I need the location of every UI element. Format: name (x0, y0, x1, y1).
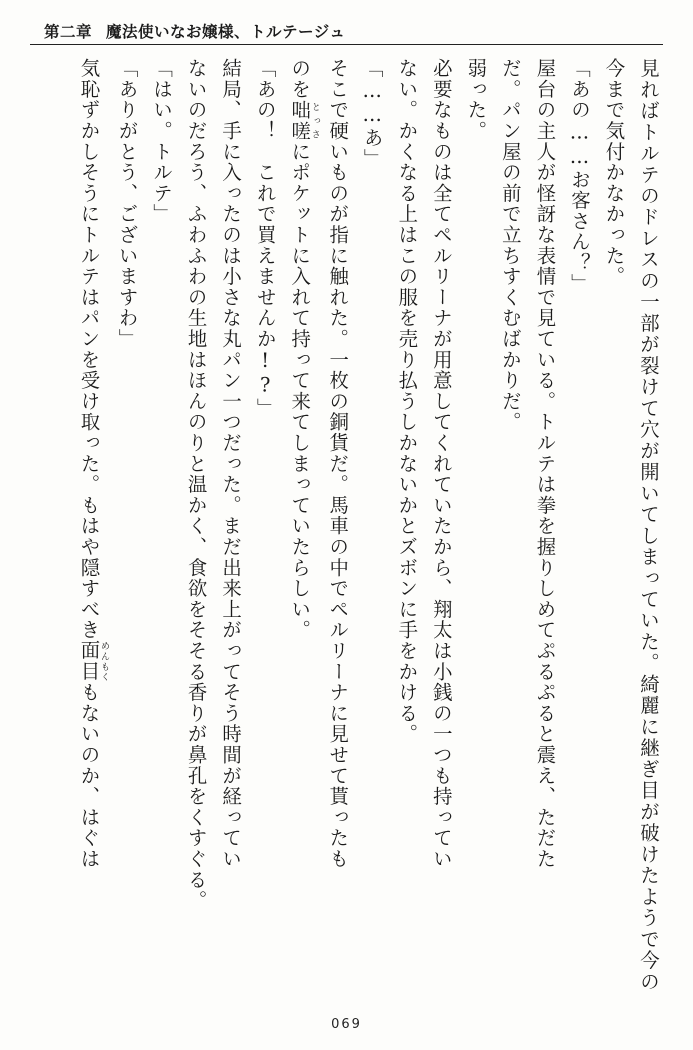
running-head (44, 16, 649, 46)
ruby-annotation: 面目めんもく (77, 640, 109, 683)
paragraph: 「……あ」 (360, 58, 384, 170)
paragraph: 見ればトルテのドレスの一部が裂けて穴が開いてしまっていた。綺麗に継ぎ目が破けたようで今の今まで気付かなかった。 (602, 58, 660, 992)
ruby-annotation: 咄嗟とっさ (288, 99, 320, 142)
paragraph: だ。パン屋の前で立ちすくむばかりだ。 (498, 58, 522, 433)
page-number: 069 (331, 1017, 362, 1032)
paragraph: ない。かくなる上はこの服を売り払うしかないかとズボンに手をかける。 (395, 58, 419, 745)
paragraph: 必要なものは全てペルリーナが用意してくれていたから、翔太は小銭の一つも持ってい (429, 58, 453, 870)
header-divider (30, 44, 663, 45)
paragraph: ないのだろう、ふわふわの生地はほんのりと温かく、食欲をそそる香りが鼻孔をくすぐる。 (184, 58, 208, 911)
paragraph: 「あの！ これで買えませんか!?」 (253, 58, 277, 419)
paragraph-with-ruby (282, 58, 320, 992)
ruby-reading: とっさ (309, 99, 320, 142)
paragraph: そこで硬いものが指に触れた。一枚の銅貨だ。馬車の中でペルリーナに見せて貰ったも (326, 58, 350, 870)
paragraph-with-ruby-2 (71, 58, 109, 992)
paragraph: 「あの……お客さん？」 (567, 58, 591, 294)
ruby-reading: めんもく (99, 640, 109, 682)
chapter-title: 魔法使いなお嬢様、トルテージュ (106, 22, 346, 41)
body-text-area (28, 58, 665, 992)
paragraph: 結局、手に入ったのは小さな丸パン一つだった。まだ出来上がってそう時間が経ってい (219, 58, 243, 870)
ruby-line-part-2: 気恥ずかしそうにトルテはパンを受け取った。もはや隠すべき面目めんもくもないのか、はぐは (77, 58, 109, 870)
chapter-number: 第二章 (44, 22, 93, 41)
vertical-text-block (28, 58, 665, 992)
paragraph: 「ありがとう、ございますわ」 (115, 58, 139, 350)
paragraph: 弱った。 (464, 58, 488, 142)
paragraph: 「はい。トルテ」 (150, 58, 174, 225)
paragraph: 屋台の主人が怪訝な表情で見ている。トルテは拳を握りしめてぷるぷると震え、ただた (533, 58, 557, 870)
ruby-line-part: のを咄嗟とっさにポケットに入れて持って来てしまっていたらしい。 (288, 58, 320, 641)
